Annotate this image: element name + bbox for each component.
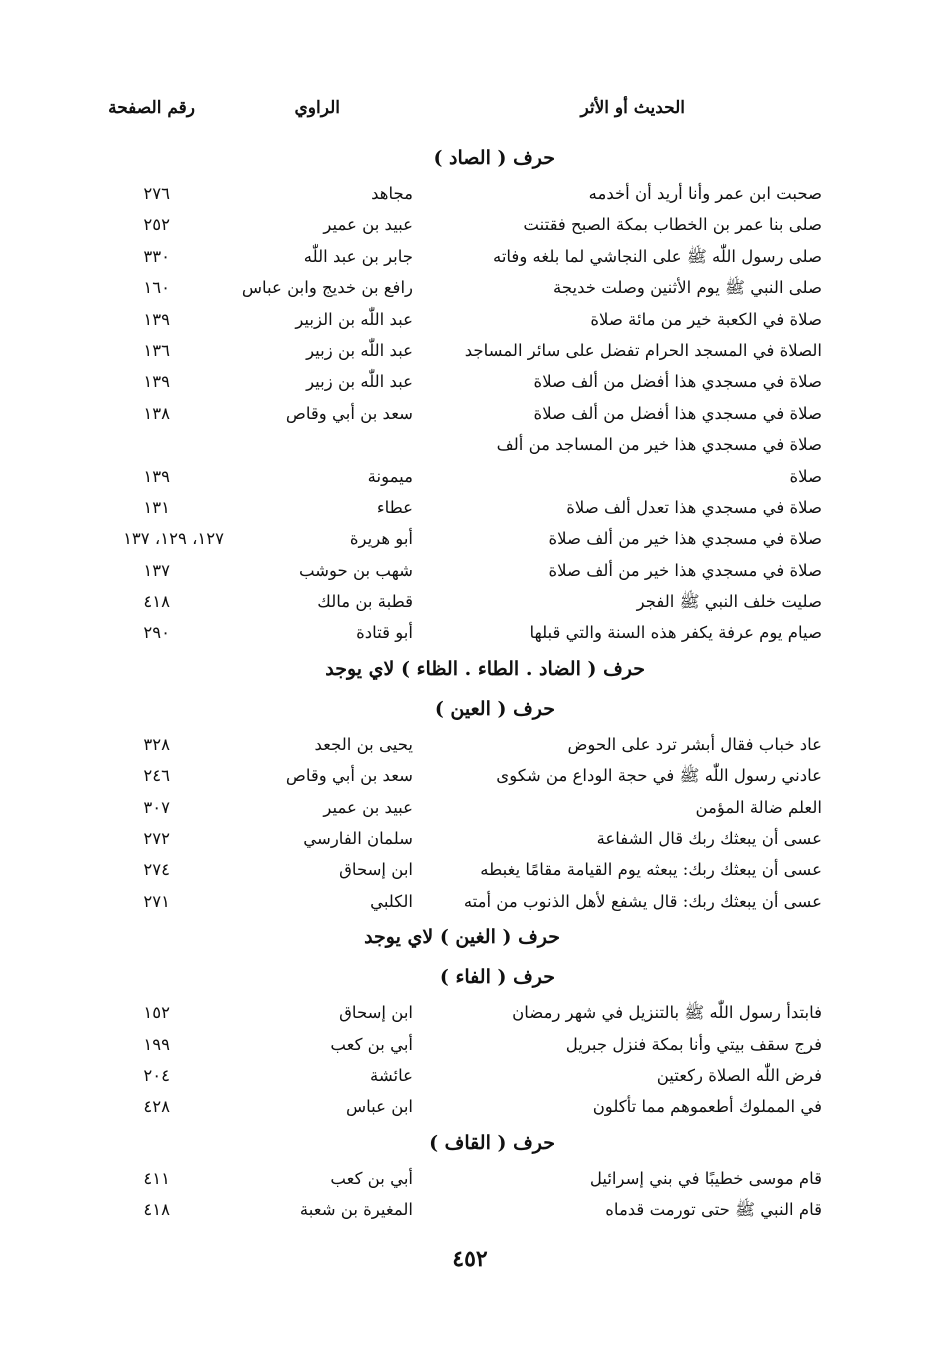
page-number: ٤٥٢ — [452, 1246, 488, 1272]
hadith-text: صلاة — [789, 466, 822, 486]
section-title-text: حرف ( الفاء ) — [439, 966, 555, 989]
table-row — [0, 854, 940, 885]
page-ref: ٢٧٢ — [143, 829, 170, 849]
page-ref: ٢٧٤ — [143, 860, 170, 880]
section-title — [0, 957, 940, 997]
page-ref: ١٣٩ — [143, 372, 170, 392]
hadith-text: صلى رسول اللّٰه ﷺ على النجاشي لما بلغه وفاته — [492, 246, 822, 266]
page-ref: ٤١٨ — [143, 1200, 170, 1220]
hadith-text: صلاة في مسجدي هذا خير من المساجد من ألف — [496, 435, 822, 455]
table-row — [0, 366, 940, 397]
hadith-text: صيام يوم عرفة يكفر هذه السنة والتي قبلها — [529, 623, 822, 643]
table-row — [0, 209, 940, 240]
narrator-text: ابن إسحاق — [339, 860, 413, 880]
narrator-text: سلمان الفارسي — [303, 829, 413, 849]
table-row — [0, 823, 940, 854]
table-row — [0, 1163, 940, 1194]
page-ref: ١٦٠ — [143, 278, 170, 298]
table-row — [0, 272, 940, 303]
hadith-text: عسى أن يبعثك ربك قال الشفاعة — [596, 829, 822, 849]
table-row — [0, 429, 940, 460]
table-row — [0, 398, 940, 429]
narrator-text: أبي بن كعب — [330, 1034, 413, 1054]
page-ref: ٢٥٢ — [143, 215, 170, 235]
page-ref: ٤٢٨ — [143, 1097, 170, 1117]
hadith-text: العلم ضالة المؤمن — [695, 797, 822, 817]
hadith-text: عسى أن يبعثك ربك: يبعثه يوم القيامة مقامًا يغبطه — [480, 860, 822, 880]
page-ref: ٣٣٠ — [143, 246, 170, 266]
narrator-text: سعد بن أبي وقاص — [285, 403, 413, 423]
header-narrator: الراوي — [294, 98, 340, 118]
narrator-text: عطاء — [376, 497, 413, 517]
hadith-text: عسى أن يبعثك ربك: قال يشفع لأهل الذنوب من أمته — [463, 891, 822, 911]
narrator-text: أبو هريرة — [349, 529, 413, 549]
table-row — [0, 178, 940, 209]
table-row — [0, 760, 940, 791]
table-row — [0, 586, 940, 617]
hadith-text: في المملوك أطعموهم مما تأكلون — [592, 1097, 822, 1117]
hadith-text: صحبت ابن عمر وأنا أريد أن أخدمه — [588, 184, 822, 203]
header-page-number: رقم الصفحة — [108, 98, 195, 118]
section-title-text: حرف ( الضاد . الطاء . الظاء ) لاي يوجد — [325, 657, 645, 680]
hadith-text: قام النبي ﷺ حتى تورمت قدماه — [605, 1200, 822, 1220]
page-ref: ٣٠٧ — [143, 797, 170, 817]
table-row — [0, 886, 940, 917]
section-title — [0, 649, 940, 689]
page-ref: ١٣٦ — [143, 340, 170, 360]
page-ref: ١٣١ — [143, 497, 170, 517]
narrator-text: جابر بن عبد اللّٰه — [303, 246, 413, 266]
table-row — [0, 241, 940, 272]
page-ref: ٢٧١ — [143, 891, 170, 911]
section-title-text: حرف ( الصاد ) — [433, 147, 555, 169]
narrator-text: سعد بن أبي وقاص — [285, 766, 413, 786]
hadith-text: فابتدأ رسول اللّٰه ﷺ بالتنزيل في شهر رمضان — [512, 1003, 822, 1023]
section-title-text: حرف ( القاف ) — [429, 1131, 555, 1154]
narrator-text: ابن إسحاق — [339, 1003, 413, 1023]
narrator-text: المغيرة بن شعبة — [299, 1200, 413, 1220]
narrator-text: عبد اللّٰه بن زبير — [306, 340, 413, 360]
page-ref: ١٣٧ — [143, 560, 170, 580]
narrator-text: عبيد بن عمير — [323, 215, 413, 235]
page-ref: ١٣٩ — [143, 466, 170, 486]
page-ref: ٤١٨ — [143, 592, 170, 612]
table-row — [0, 1091, 940, 1122]
page-ref: ١٩٩ — [143, 1034, 170, 1054]
table-row — [0, 617, 940, 648]
table-row — [0, 792, 940, 823]
narrator-text: يحيى بن الجعد — [314, 734, 413, 754]
table-row — [0, 555, 940, 586]
page-ref: ٢٠٤ — [143, 1065, 170, 1085]
table-row — [0, 997, 940, 1028]
page-ref: ٤١١ — [143, 1168, 170, 1188]
page-ref: ١٢٧، ١٢٩، ١٣٧ — [123, 529, 224, 549]
page-ref: ١٣٩ — [143, 309, 170, 329]
narrator-text: أبو قتادة — [356, 623, 413, 643]
narrator-text: الكلبي — [370, 891, 413, 911]
hadith-text: صلاة في الكعبة خير من مائة صلاة — [590, 309, 822, 329]
hadith-text: قام موسى خطيبًا في بني إسرائيل — [589, 1168, 822, 1188]
table-row — [0, 335, 940, 366]
index-content — [0, 138, 940, 1226]
narrator-text: مجاهد — [371, 184, 413, 203]
section-title — [0, 689, 940, 729]
hadith-text: صليت خلف النبي ﷺ الفجر — [636, 592, 822, 612]
hadith-text: فرج سقف بيتي وأنا بمكة فنزل جبريل — [565, 1034, 822, 1054]
table-row — [0, 1060, 940, 1091]
narrator-text: أبي بن كعب — [330, 1168, 413, 1188]
page-ref: ٢٧٦ — [143, 184, 170, 203]
hadith-text: فرض اللّٰه الصلاة ركعتين — [656, 1065, 822, 1085]
hadith-text: عاد خباب فقال أبشر ترد على الحوض — [567, 734, 822, 754]
hadith-text: صلى بنا عمر بن الخطاب بمكة الصبح فقتنت — [523, 215, 822, 235]
hadith-text: صلى النبي ﷺ يوم الأثنين وصلت خديجة — [553, 278, 822, 298]
section-title — [0, 1123, 940, 1163]
page-ref: ٢٤٦ — [143, 766, 170, 786]
page-ref: ١٣٨ — [143, 403, 170, 423]
narrator-text: رافع بن خديج وابن عباس — [241, 278, 413, 298]
table-row — [0, 729, 940, 760]
page-ref: ١٥٢ — [143, 1003, 170, 1023]
hadith-text: الصلاة في المسجد الحرام تفضل على سائر المساجد — [464, 340, 822, 360]
section-title — [0, 917, 940, 957]
narrator-text: عبد اللّٰه بن زبير — [306, 372, 413, 392]
page-ref: ٢٩٠ — [143, 623, 170, 643]
table-row — [0, 461, 940, 492]
narrator-text: قطبة بن مالك — [317, 592, 413, 612]
narrator-text: ميمونة — [367, 466, 413, 486]
narrator-text: ابن عباس — [346, 1097, 413, 1117]
narrator-text: شهب بن حوشب — [298, 560, 413, 580]
table-row — [0, 1029, 940, 1060]
header-hadith: الحديث أو الأثر — [580, 98, 685, 118]
table-row — [0, 304, 940, 335]
section-title-text: حرف ( الغين ) لاي يوجد — [364, 926, 560, 949]
section-title — [0, 138, 940, 178]
narrator-text: عبد اللّٰه بن الزبير — [295, 309, 413, 329]
hadith-text: صلاة في مسجدي هذا تعدل ألف صلاة — [566, 497, 822, 517]
narrator-text: عائشة — [369, 1065, 413, 1085]
table-row — [0, 523, 940, 554]
hadith-text: صلاة في مسجدي هذا خير من ألف صلاة — [548, 529, 822, 549]
hadith-text: عادني رسول اللّٰه ﷺ في حجة الوداع من شكوى — [496, 766, 822, 786]
hadith-text: صلاة في مسجدي هذا أفضل من ألف صلاة — [533, 372, 822, 392]
hadith-text: صلاة في مسجدي هذا أفضل من ألف صلاة — [533, 403, 822, 423]
table-row — [0, 492, 940, 523]
section-title-text: حرف ( العين ) — [434, 697, 555, 720]
hadith-text: صلاة في مسجدي هذا خير من ألف صلاة — [548, 560, 822, 580]
page-ref: ٣٢٨ — [143, 734, 170, 754]
table-row — [0, 1194, 940, 1225]
table-header — [0, 98, 940, 128]
narrator-text: عبيد بن عمير — [323, 797, 413, 817]
